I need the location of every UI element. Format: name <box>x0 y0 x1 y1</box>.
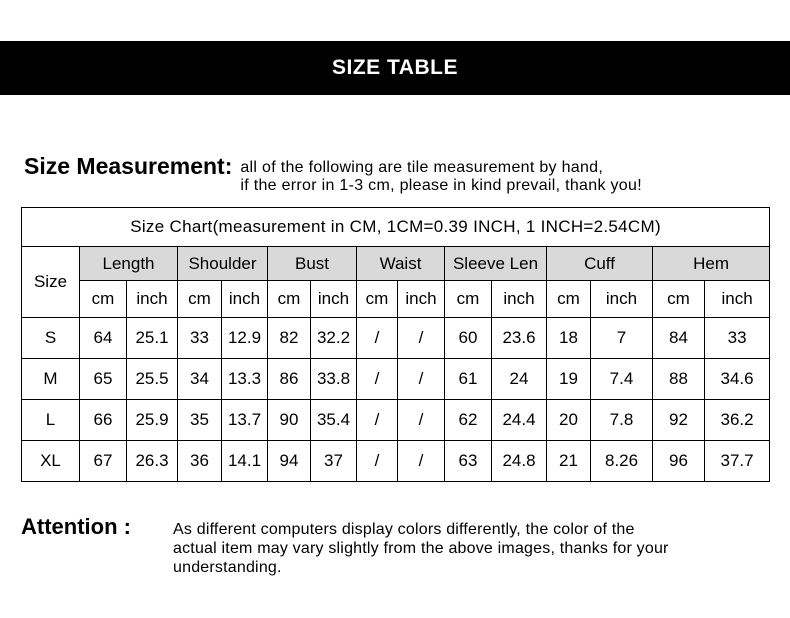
table-cell: 20 <box>547 400 591 441</box>
table-cell: / <box>357 441 398 482</box>
column-header: Bust <box>268 247 357 281</box>
unit-label: cm <box>653 281 705 318</box>
size-measurement-note <box>24 152 774 195</box>
table-cell: 64 <box>80 318 127 359</box>
table-cell: / <box>357 318 398 359</box>
table-cell: 26.3 <box>127 441 178 482</box>
table-cell: 32.2 <box>311 318 357 359</box>
column-header: Length <box>80 247 178 281</box>
table-cell: 96 <box>653 441 705 482</box>
table-cell: 13.7 <box>222 400 268 441</box>
table-cell: 24 <box>492 359 547 400</box>
attention-note <box>21 514 776 577</box>
size-column-header: Size <box>22 247 80 318</box>
table-cell: 34 <box>178 359 222 400</box>
table-cell: 8.26 <box>591 441 653 482</box>
table-cell: 19 <box>547 359 591 400</box>
table-cell: 33 <box>705 318 770 359</box>
unit-label: cm <box>178 281 222 318</box>
table-cell: 90 <box>268 400 311 441</box>
table-cell: 23.6 <box>492 318 547 359</box>
table-cell: 36.2 <box>705 400 770 441</box>
unit-label: inch <box>492 281 547 318</box>
table-cell: 7.4 <box>591 359 653 400</box>
table-cell: 7 <box>591 318 653 359</box>
unit-label: cm <box>357 281 398 318</box>
table-cell: 33.8 <box>311 359 357 400</box>
table-cell: / <box>398 359 445 400</box>
attention-text <box>173 514 669 577</box>
table-row <box>22 359 770 400</box>
unit-label: inch <box>127 281 178 318</box>
measurement-line-1: all of the following are tile measurement by hand, <box>240 159 604 176</box>
table-cell: 82 <box>268 318 311 359</box>
column-header: Waist <box>357 247 445 281</box>
table-cell: 60 <box>445 318 492 359</box>
table-cell: 61 <box>445 359 492 400</box>
unit-label: cm <box>268 281 311 318</box>
table-cell: 37 <box>311 441 357 482</box>
unit-label: cm <box>547 281 591 318</box>
table-cell: 86 <box>268 359 311 400</box>
size-label: S <box>22 318 80 359</box>
table-cell: 25.9 <box>127 400 178 441</box>
table-cell: / <box>398 400 445 441</box>
table-cell: 36 <box>178 441 222 482</box>
table-cell: 67 <box>80 441 127 482</box>
table-cell: 25.5 <box>127 359 178 400</box>
column-header: Sleeve Len <box>445 247 547 281</box>
table-cell: / <box>398 441 445 482</box>
table-cell: 35 <box>178 400 222 441</box>
table-cell: 12.9 <box>222 318 268 359</box>
table-cell: 34.6 <box>705 359 770 400</box>
table-cell: 65 <box>80 359 127 400</box>
table-cell: 37.7 <box>705 441 770 482</box>
column-header: Hem <box>653 247 770 281</box>
unit-label: inch <box>398 281 445 318</box>
table-cell: 92 <box>653 400 705 441</box>
table-cell: 62 <box>445 400 492 441</box>
table-cell: / <box>357 359 398 400</box>
attention-line-2: actual item may vary slightly from the above images, thanks for your <box>173 540 669 557</box>
attention-line-3: understanding. <box>173 559 282 576</box>
column-header: Shoulder <box>178 247 268 281</box>
unit-label: cm <box>80 281 127 318</box>
size-table-banner <box>0 41 790 95</box>
table-cell: 88 <box>653 359 705 400</box>
measurement-line-2: if the error in 1-3 cm, please in kind prevail, thank you! <box>240 177 642 194</box>
table-cell: 66 <box>80 400 127 441</box>
unit-label: inch <box>705 281 770 318</box>
table-cell: 24.8 <box>492 441 547 482</box>
size-label: M <box>22 359 80 400</box>
size-label: L <box>22 400 80 441</box>
table-cell: 24.4 <box>492 400 547 441</box>
table-row <box>22 441 770 482</box>
table-cell: 25.1 <box>127 318 178 359</box>
size-label: XL <box>22 441 80 482</box>
table-cell: 14.1 <box>222 441 268 482</box>
table-row <box>22 400 770 441</box>
unit-label: inch <box>222 281 268 318</box>
table-cell: / <box>398 318 445 359</box>
banner-title: SIZE TABLE <box>332 56 458 79</box>
attention-line-1: As different computers display colors differently, the color of the <box>173 521 635 538</box>
size-measurement-text <box>240 152 642 195</box>
table-caption: Size Chart(measurement in CM, 1CM=0.39 INCH, 1 INCH=2.54CM) <box>22 208 770 247</box>
table-cell: 33 <box>178 318 222 359</box>
table-cell: / <box>357 400 398 441</box>
column-header: Cuff <box>547 247 653 281</box>
unit-label: inch <box>591 281 653 318</box>
table-cell: 63 <box>445 441 492 482</box>
table-cell: 94 <box>268 441 311 482</box>
unit-label: inch <box>311 281 357 318</box>
table-cell: 7.8 <box>591 400 653 441</box>
attention-label: Attention : <box>21 514 131 539</box>
unit-label: cm <box>445 281 492 318</box>
table-row <box>22 318 770 359</box>
size-measurement-label: Size Measurement: <box>24 153 233 179</box>
size-chart-table <box>21 207 770 482</box>
table-cell: 18 <box>547 318 591 359</box>
table-cell: 13.3 <box>222 359 268 400</box>
table-cell: 84 <box>653 318 705 359</box>
table-cell: 21 <box>547 441 591 482</box>
table-cell: 35.4 <box>311 400 357 441</box>
